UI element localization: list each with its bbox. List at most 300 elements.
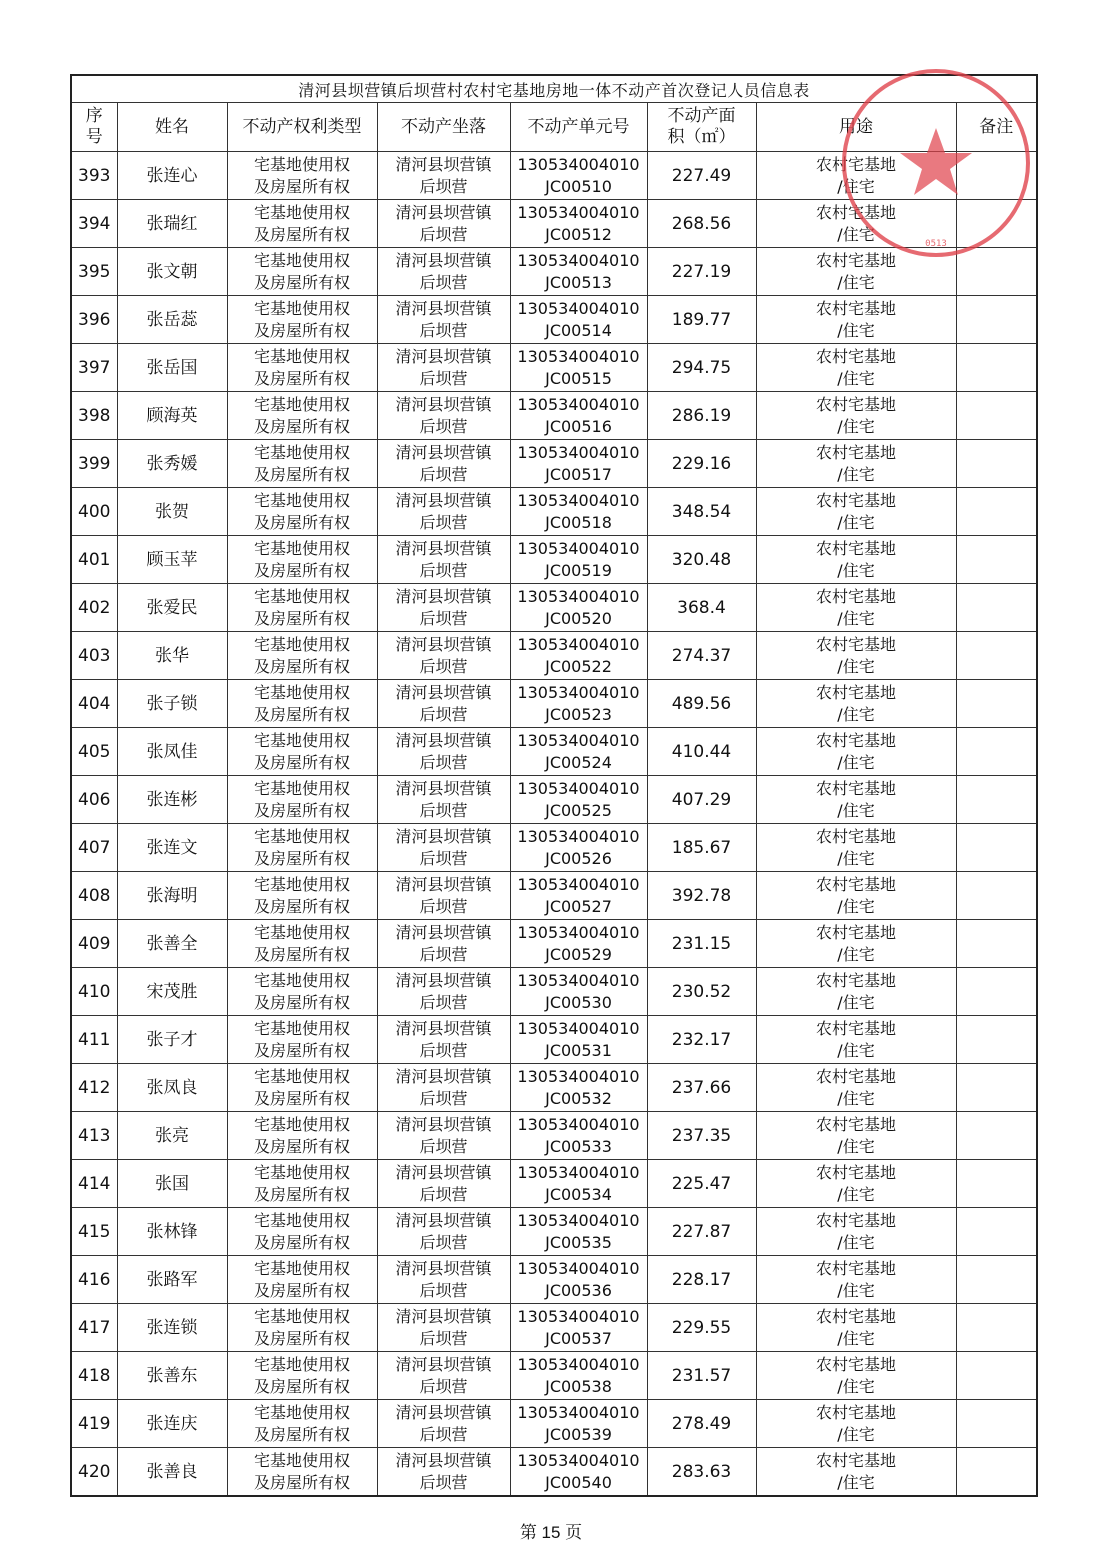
cell-use-line1: 农村宅基地 <box>815 586 896 606</box>
table-row <box>71 392 1037 440</box>
cell-location-line2: 后坝营 <box>419 800 468 820</box>
cell-unit-no-line1: 130534004010 <box>517 1258 640 1278</box>
cell-unit-no <box>510 968 647 1016</box>
cell-location-line1: 清河县坝营镇 <box>395 1162 492 1182</box>
cell-use-line2: /住宅 <box>837 944 875 964</box>
cell-unit-no-line2: JC00531 <box>545 1040 612 1060</box>
cell-right-type-line1: 宅基地使用权 <box>253 730 350 750</box>
cell-use-line2: /住宅 <box>837 848 875 868</box>
cell-location-line1: 清河县坝营镇 <box>395 970 492 990</box>
cell-right-type <box>227 1352 377 1400</box>
cell-right-type <box>227 440 377 488</box>
cell-location-line2: 后坝营 <box>419 1328 468 1348</box>
cell-use-line1: 农村宅基地 <box>815 970 896 990</box>
cell-seq: 409 <box>71 920 117 968</box>
cell-right-type-line2: 及房屋所有权 <box>253 272 350 292</box>
table-row <box>71 968 1037 1016</box>
cell-location-line1: 清河县坝营镇 <box>395 1258 492 1278</box>
cell-unit-no <box>510 680 647 728</box>
cell-seq: 401 <box>71 536 117 584</box>
cell-name: 张连彬 <box>117 776 227 824</box>
cell-use-line1: 农村宅基地 <box>815 154 896 174</box>
cell-unit-no <box>510 776 647 824</box>
cell-seq: 403 <box>71 632 117 680</box>
cell-name: 张凤良 <box>117 1064 227 1112</box>
cell-right-type-line2: 及房屋所有权 <box>253 656 350 676</box>
cell-use-line2: /住宅 <box>837 704 875 724</box>
cell-right-type-line2: 及房屋所有权 <box>253 1328 350 1348</box>
table-body <box>71 152 1037 1497</box>
header-right-type: 不动产权利类型 <box>227 103 377 152</box>
cell-location-line2: 后坝营 <box>419 368 468 388</box>
table-row <box>71 1160 1037 1208</box>
cell-remark <box>956 1112 1037 1160</box>
cell-remark <box>956 1448 1037 1497</box>
cell-location-line2: 后坝营 <box>419 704 468 724</box>
cell-right-type <box>227 920 377 968</box>
cell-seq: 416 <box>71 1256 117 1304</box>
cell-location-line1: 清河县坝营镇 <box>395 154 492 174</box>
cell-unit-no-line1: 130534004010 <box>517 442 640 462</box>
cell-right-type-line2: 及房屋所有权 <box>253 368 350 388</box>
cell-right-type-line1: 宅基地使用权 <box>253 586 350 606</box>
table-row <box>71 440 1037 488</box>
cell-seq: 417 <box>71 1304 117 1352</box>
cell-unit-no-line1: 130534004010 <box>517 538 640 558</box>
cell-right-type <box>227 536 377 584</box>
cell-right-type-line2: 及房屋所有权 <box>253 1280 350 1300</box>
cell-right-type <box>227 344 377 392</box>
cell-location <box>377 248 510 296</box>
cell-unit-no-line2: JC00518 <box>545 512 612 532</box>
cell-use-line2: /住宅 <box>837 1232 875 1252</box>
cell-unit-no-line1: 130534004010 <box>517 730 640 750</box>
cell-unit-no-line1: 130534004010 <box>517 1402 640 1422</box>
cell-name: 张子才 <box>117 1016 227 1064</box>
cell-use-line1: 农村宅基地 <box>815 490 896 510</box>
cell-right-type-line1: 宅基地使用权 <box>253 1210 350 1230</box>
cell-location <box>377 1208 510 1256</box>
cell-name: 张凤佳 <box>117 728 227 776</box>
cell-seq: 412 <box>71 1064 117 1112</box>
cell-right-type <box>227 1160 377 1208</box>
cell-location <box>377 200 510 248</box>
cell-location <box>377 968 510 1016</box>
cell-unit-no <box>510 296 647 344</box>
cell-unit-no-line2: JC00532 <box>545 1088 612 1108</box>
cell-unit-no-line1: 130534004010 <box>517 826 640 846</box>
cell-remark <box>956 392 1037 440</box>
table-title: 清河县坝营镇后坝营村农村宅基地房地一体不动产首次登记人员信息表 <box>71 75 1037 103</box>
cell-right-type-line1: 宅基地使用权 <box>253 1258 350 1278</box>
cell-unit-no-line2: JC00519 <box>545 560 612 580</box>
cell-unit-no-line2: JC00512 <box>545 224 612 244</box>
cell-unit-no-line1: 130534004010 <box>517 202 640 222</box>
cell-location-line2: 后坝营 <box>419 656 468 676</box>
cell-unit-no-line1: 130534004010 <box>517 346 640 366</box>
cell-location <box>377 344 510 392</box>
cell-use-line2: /住宅 <box>837 320 875 340</box>
table-row <box>71 536 1037 584</box>
table-row <box>71 1064 1037 1112</box>
cell-right-type-line2: 及房屋所有权 <box>253 800 350 820</box>
cell-remark <box>956 248 1037 296</box>
cell-use-line2: /住宅 <box>837 176 875 196</box>
cell-area: 392.78 <box>647 872 756 920</box>
cell-use <box>756 1448 956 1497</box>
cell-right-type <box>227 488 377 536</box>
cell-unit-no-line1: 130534004010 <box>517 1114 640 1134</box>
cell-unit-no-line1: 130534004010 <box>517 1066 640 1086</box>
cell-unit-no-line2: JC00537 <box>545 1328 612 1348</box>
cell-location <box>377 1064 510 1112</box>
cell-use-line2: /住宅 <box>837 800 875 820</box>
cell-unit-no-line2: JC00516 <box>545 416 612 436</box>
table-row <box>71 1304 1037 1352</box>
cell-location-line2: 后坝营 <box>419 320 468 340</box>
cell-location-line1: 清河县坝营镇 <box>395 250 492 270</box>
cell-right-type <box>227 1400 377 1448</box>
cell-name: 张连心 <box>117 152 227 200</box>
cell-remark <box>956 1016 1037 1064</box>
cell-location-line1: 清河县坝营镇 <box>395 1018 492 1038</box>
cell-area: 185.67 <box>647 824 756 872</box>
cell-right-type-line2: 及房屋所有权 <box>253 512 350 532</box>
cell-use-line1: 农村宅基地 <box>815 250 896 270</box>
cell-right-type-line2: 及房屋所有权 <box>253 1232 350 1252</box>
cell-unit-no-line2: JC00535 <box>545 1232 612 1252</box>
cell-remark <box>956 1256 1037 1304</box>
cell-use-line1: 农村宅基地 <box>815 442 896 462</box>
cell-location-line1: 清河县坝营镇 <box>395 586 492 606</box>
cell-area: 407.29 <box>647 776 756 824</box>
cell-unit-no-line2: JC00534 <box>545 1184 612 1204</box>
cell-location <box>377 488 510 536</box>
cell-right-type-line1: 宅基地使用权 <box>253 826 350 846</box>
cell-right-type-line2: 及房屋所有权 <box>253 944 350 964</box>
cell-remark <box>956 488 1037 536</box>
cell-unit-no-line2: JC00536 <box>545 1280 612 1300</box>
cell-right-type <box>227 200 377 248</box>
cell-area: 410.44 <box>647 728 756 776</box>
cell-use-line1: 农村宅基地 <box>815 538 896 558</box>
cell-area: 286.19 <box>647 392 756 440</box>
header-row <box>71 103 1037 152</box>
cell-right-type-line1: 宅基地使用权 <box>253 346 350 366</box>
table-row <box>71 728 1037 776</box>
cell-use <box>756 680 956 728</box>
cell-right-type-line2: 及房屋所有权 <box>253 1424 350 1444</box>
cell-remark <box>956 1160 1037 1208</box>
cell-name: 张亮 <box>117 1112 227 1160</box>
cell-right-type <box>227 824 377 872</box>
cell-area: 227.19 <box>647 248 756 296</box>
cell-right-type-line2: 及房屋所有权 <box>253 848 350 868</box>
cell-location <box>377 1016 510 1064</box>
cell-area: 489.56 <box>647 680 756 728</box>
cell-location-line2: 后坝营 <box>419 560 468 580</box>
page-number: 第 15 页 <box>519 1523 583 1542</box>
cell-remark <box>956 776 1037 824</box>
cell-right-type-line1: 宅基地使用权 <box>253 922 350 942</box>
cell-unit-no-line2: JC00526 <box>545 848 612 868</box>
cell-use-line1: 农村宅基地 <box>815 922 896 942</box>
cell-location <box>377 296 510 344</box>
cell-right-type-line1: 宅基地使用权 <box>253 634 350 654</box>
cell-remark <box>956 872 1037 920</box>
cell-use <box>756 1064 956 1112</box>
cell-unit-no-line2: JC00510 <box>545 176 612 196</box>
cell-use <box>756 632 956 680</box>
cell-right-type-line1: 宅基地使用权 <box>253 490 350 510</box>
cell-use-line2: /住宅 <box>837 896 875 916</box>
cell-right-type <box>227 584 377 632</box>
cell-use-line1: 农村宅基地 <box>815 1306 896 1326</box>
cell-seq: 415 <box>71 1208 117 1256</box>
cell-use <box>756 920 956 968</box>
cell-unit-no-line2: JC00520 <box>545 608 612 628</box>
cell-location-line2: 后坝营 <box>419 464 468 484</box>
cell-use-line2: /住宅 <box>837 1184 875 1204</box>
cell-unit-no-line1: 130534004010 <box>517 682 640 702</box>
cell-unit-no <box>510 440 647 488</box>
cell-remark <box>956 920 1037 968</box>
cell-unit-no-line2: JC00524 <box>545 752 612 772</box>
header-remark: 备注 <box>956 103 1037 152</box>
cell-seq: 402 <box>71 584 117 632</box>
cell-unit-no <box>510 1064 647 1112</box>
cell-name: 张贺 <box>117 488 227 536</box>
cell-right-type <box>227 392 377 440</box>
cell-remark <box>956 1304 1037 1352</box>
cell-unit-no-line2: JC00517 <box>545 464 612 484</box>
cell-unit-no-line1: 130534004010 <box>517 586 640 606</box>
cell-use-line1: 农村宅基地 <box>815 730 896 750</box>
header-unit-no: 不动产单元号 <box>510 103 647 152</box>
cell-right-type-line1: 宅基地使用权 <box>253 1450 350 1470</box>
cell-seq: 395 <box>71 248 117 296</box>
cell-seq: 418 <box>71 1352 117 1400</box>
seal-code: 0513 <box>925 239 947 249</box>
cell-use-line1: 农村宅基地 <box>815 298 896 318</box>
cell-name: 张文朝 <box>117 248 227 296</box>
cell-right-type-line1: 宅基地使用权 <box>253 1306 350 1326</box>
cell-unit-no <box>510 584 647 632</box>
cell-use <box>756 488 956 536</box>
cell-remark <box>956 680 1037 728</box>
cell-use-line2: /住宅 <box>837 752 875 772</box>
cell-use <box>756 1400 956 1448</box>
cell-right-type <box>227 968 377 1016</box>
cell-right-type-line2: 及房屋所有权 <box>253 1040 350 1060</box>
cell-use-line2: /住宅 <box>837 1088 875 1108</box>
cell-right-type-line2: 及房屋所有权 <box>253 224 350 244</box>
cell-location <box>377 1112 510 1160</box>
cell-area: 229.16 <box>647 440 756 488</box>
cell-name: 张连锁 <box>117 1304 227 1352</box>
cell-location-line1: 清河县坝营镇 <box>395 1210 492 1230</box>
cell-right-type <box>227 1304 377 1352</box>
cell-name: 张国 <box>117 1160 227 1208</box>
cell-use-line2: /住宅 <box>837 1328 875 1348</box>
cell-remark <box>956 152 1037 200</box>
cell-name: 张连文 <box>117 824 227 872</box>
cell-use-line2: /住宅 <box>837 1136 875 1156</box>
cell-seq: 393 <box>71 152 117 200</box>
cell-use-line2: /住宅 <box>837 368 875 388</box>
cell-name: 张善东 <box>117 1352 227 1400</box>
cell-name: 张岳蕊 <box>117 296 227 344</box>
cell-seq: 400 <box>71 488 117 536</box>
cell-use <box>756 152 956 200</box>
table-row <box>71 680 1037 728</box>
cell-unit-no-line2: JC00539 <box>545 1424 612 1444</box>
cell-location-line1: 清河县坝营镇 <box>395 394 492 414</box>
cell-area: 320.48 <box>647 536 756 584</box>
cell-use-line1: 农村宅基地 <box>815 1258 896 1278</box>
cell-location <box>377 728 510 776</box>
cell-unit-no-line1: 130534004010 <box>517 298 640 318</box>
cell-right-type-line1: 宅基地使用权 <box>253 778 350 798</box>
cell-unit-no-line1: 130534004010 <box>517 1306 640 1326</box>
cell-location-line2: 后坝营 <box>419 1424 468 1444</box>
cell-use <box>756 584 956 632</box>
cell-area: 283.63 <box>647 1448 756 1497</box>
cell-right-type-line2: 及房屋所有权 <box>253 1376 350 1396</box>
cell-remark <box>956 536 1037 584</box>
cell-use-line2: /住宅 <box>837 992 875 1012</box>
header-use: 用途 <box>756 103 956 152</box>
cell-location-line2: 后坝营 <box>419 1376 468 1396</box>
table-row <box>71 488 1037 536</box>
cell-use-line1: 农村宅基地 <box>815 682 896 702</box>
cell-seq: 411 <box>71 1016 117 1064</box>
cell-use-line2: /住宅 <box>837 272 875 292</box>
cell-right-type-line1: 宅基地使用权 <box>253 202 350 222</box>
cell-unit-no-line1: 130534004010 <box>517 1450 640 1470</box>
cell-right-type <box>227 296 377 344</box>
cell-use-line2: /住宅 <box>837 1280 875 1300</box>
cell-unit-no <box>510 728 647 776</box>
cell-right-type-line2: 及房屋所有权 <box>253 1088 350 1108</box>
cell-right-type-line1: 宅基地使用权 <box>253 1114 350 1134</box>
cell-unit-no <box>510 872 647 920</box>
cell-right-type-line1: 宅基地使用权 <box>253 442 350 462</box>
cell-unit-no <box>510 1208 647 1256</box>
cell-location-line1: 清河县坝营镇 <box>395 730 492 750</box>
cell-remark <box>956 1208 1037 1256</box>
cell-right-type <box>227 776 377 824</box>
cell-location <box>377 440 510 488</box>
cell-location-line1: 清河县坝营镇 <box>395 538 492 558</box>
table-row <box>71 1016 1037 1064</box>
cell-right-type-line1: 宅基地使用权 <box>253 154 350 174</box>
cell-unit-no-line2: JC00514 <box>545 320 612 340</box>
cell-location-line2: 后坝营 <box>419 944 468 964</box>
cell-use <box>756 968 956 1016</box>
cell-seq: 410 <box>71 968 117 1016</box>
cell-location-line1: 清河县坝营镇 <box>395 826 492 846</box>
cell-location-line1: 清河县坝营镇 <box>395 1306 492 1326</box>
cell-use-line1: 农村宅基地 <box>815 1402 896 1422</box>
cell-area: 278.49 <box>647 1400 756 1448</box>
cell-area: 237.35 <box>647 1112 756 1160</box>
cell-use-line1: 农村宅基地 <box>815 1162 896 1182</box>
cell-location-line2: 后坝营 <box>419 752 468 772</box>
cell-use <box>756 728 956 776</box>
cell-remark <box>956 344 1037 392</box>
cell-location-line2: 后坝营 <box>419 512 468 532</box>
cell-location-line1: 清河县坝营镇 <box>395 1354 492 1374</box>
cell-seq: 420 <box>71 1448 117 1497</box>
header-area <box>647 103 756 152</box>
cell-location <box>377 1448 510 1497</box>
cell-unit-no-line1: 130534004010 <box>517 394 640 414</box>
cell-unit-no <box>510 1400 647 1448</box>
cell-name: 张岳国 <box>117 344 227 392</box>
table-row <box>71 344 1037 392</box>
cell-use <box>756 1112 956 1160</box>
cell-seq: 407 <box>71 824 117 872</box>
cell-use <box>756 824 956 872</box>
cell-right-type <box>227 632 377 680</box>
cell-unit-no <box>510 152 647 200</box>
cell-use <box>756 344 956 392</box>
cell-location <box>377 776 510 824</box>
cell-unit-no-line2: JC00522 <box>545 656 612 676</box>
cell-remark <box>956 632 1037 680</box>
cell-location-line1: 清河县坝营镇 <box>395 1066 492 1086</box>
cell-unit-no <box>510 632 647 680</box>
cell-name: 张瑞红 <box>117 200 227 248</box>
cell-seq: 394 <box>71 200 117 248</box>
cell-unit-no-line2: JC00527 <box>545 896 612 916</box>
cell-right-type-line1: 宅基地使用权 <box>253 250 350 270</box>
header-seq-line1: 序 <box>85 106 103 126</box>
cell-area: 348.54 <box>647 488 756 536</box>
cell-name: 张路军 <box>117 1256 227 1304</box>
cell-area: 189.77 <box>647 296 756 344</box>
cell-use <box>756 1304 956 1352</box>
table-row <box>71 200 1037 248</box>
cell-remark <box>956 440 1037 488</box>
cell-seq: 404 <box>71 680 117 728</box>
cell-location-line2: 后坝营 <box>419 272 468 292</box>
cell-remark <box>956 584 1037 632</box>
cell-location-line2: 后坝营 <box>419 416 468 436</box>
cell-location <box>377 632 510 680</box>
cell-use-line1: 农村宅基地 <box>815 1066 896 1086</box>
cell-location-line1: 清河县坝营镇 <box>395 1402 492 1422</box>
cell-use-line1: 农村宅基地 <box>815 394 896 414</box>
cell-use-line2: /住宅 <box>837 224 875 244</box>
cell-unit-no-line2: JC00529 <box>545 944 612 964</box>
cell-right-type <box>227 680 377 728</box>
cell-location-line1: 清河县坝营镇 <box>395 682 492 702</box>
cell-area: 231.15 <box>647 920 756 968</box>
cell-unit-no-line1: 130534004010 <box>517 634 640 654</box>
cell-right-type-line1: 宅基地使用权 <box>253 1402 350 1422</box>
title-row <box>71 75 1037 103</box>
table-row <box>71 824 1037 872</box>
cell-remark <box>956 968 1037 1016</box>
cell-unit-no-line2: JC00540 <box>545 1472 612 1492</box>
cell-remark <box>956 296 1037 344</box>
cell-right-type <box>227 728 377 776</box>
cell-unit-no <box>510 344 647 392</box>
cell-use <box>756 392 956 440</box>
table-row <box>71 1208 1037 1256</box>
